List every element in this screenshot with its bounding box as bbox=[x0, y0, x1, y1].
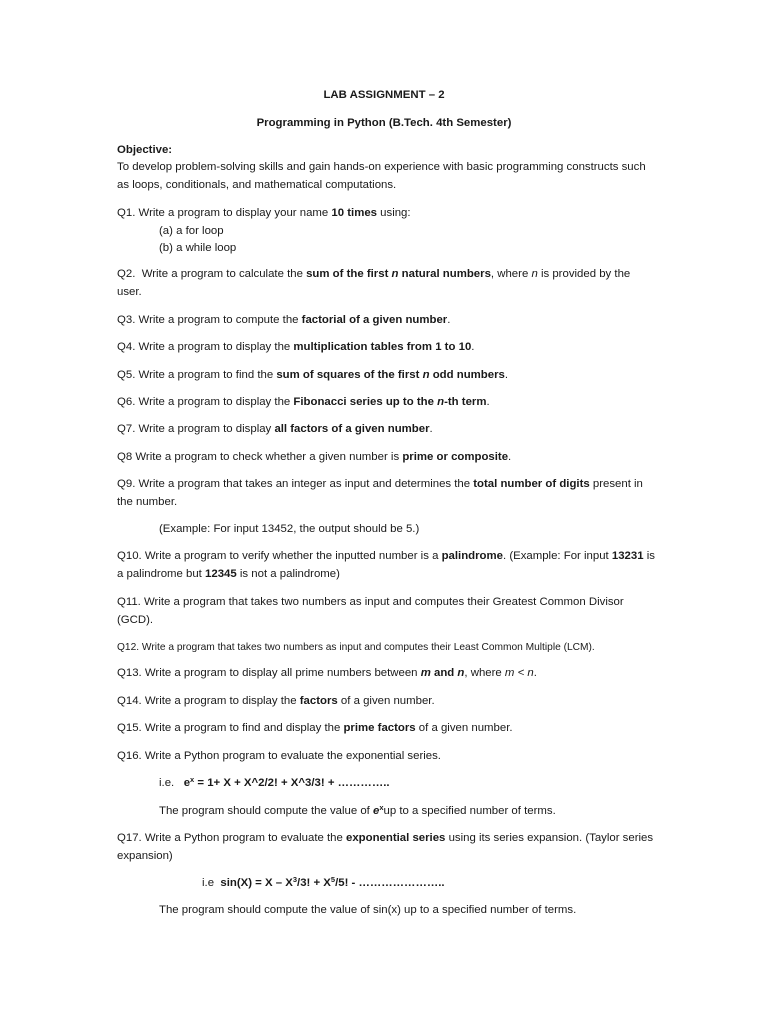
question-4: Q4. Write a program to display the multiplication tables from 1 to 10. bbox=[117, 341, 475, 353]
q17-description: The program should compute the value of sin(x) up to a specified number of terms. bbox=[159, 904, 577, 916]
q16-description: The program should compute the value of $e^xup$ to a specified number of terms. bbox=[159, 803, 556, 817]
q1-option-a: (a) a for loop bbox=[159, 224, 224, 237]
question-1: Q1. Write a program to display your name 10 times using: (a) a for loop (b) a while loop bbox=[117, 205, 657, 258]
question-8: Q8 Write a program to check whether a given number is prime or composite. bbox=[117, 451, 512, 463]
question-13: Q13. Write a program to display all prime numbers between m and n, where m < n. bbox=[117, 667, 537, 679]
question-6: Q6. Write a program to display the Fibonacci series up to the n-th term. bbox=[117, 396, 490, 408]
question-14: Q14. Write a program to display the factors of a given number. bbox=[117, 695, 435, 707]
question-5: Q5. Write a program to find the sum of squares of the first n odd numbers. bbox=[117, 369, 509, 381]
q16-formula: i.e. $e^x = 1+ X$ + X^2/2! + X^3/3! + ………….. bbox=[159, 775, 390, 789]
question-9: Q9. Write a program that takes an integer as input and determines the total number of digits present in the number. bbox=[117, 478, 647, 508]
objective-heading: Objective: bbox=[117, 144, 173, 156]
question-7: Q7. Write a program to display all factors of a given number. bbox=[117, 423, 433, 435]
question-15: Q15. Write a program to find and display the prime factors of a given number. bbox=[117, 722, 513, 734]
question-12: Q12. Write a program that takes two numbers as input and computes their Least Common Multiple (LCM). bbox=[117, 642, 595, 653]
question-17: Q17. Write a Python program to evaluate the exponential series using its series expansion. (Taylor series expansion) bbox=[117, 832, 657, 862]
question-2: Q2. Write a program to calculate the sum of the first n natural numbers, where n is provided by the user. bbox=[117, 268, 634, 298]
assignment-title: LAB ASSIGNMENT – 2 bbox=[323, 89, 445, 101]
course-subtitle: Programming in Python (B.Tech. 4th Semester) bbox=[256, 117, 512, 129]
question-16: Q16. Write a Python program to evaluate the exponential series. bbox=[117, 750, 441, 762]
q17-formula: i.e $\sin(X) = X - X^3/3$! + $X^5/5$! - ………………….. bbox=[202, 875, 445, 889]
q1-option-b: (b) a while loop bbox=[159, 242, 237, 255]
q9-example: (Example: For input 13452, the output should be 5.) bbox=[159, 523, 420, 535]
question-10: Q10. Write a program to verify whether the inputted number is a palindrome. (Example: For input 13231 is a palindrome but 12345 is not a palindrome) bbox=[117, 550, 659, 580]
question-3: Q3. Write a program to compute the factorial of a given number. bbox=[117, 314, 451, 326]
question-11: Q11. Write a program that takes two numbers as input and computes their Greatest Common Divisor (GCD). bbox=[117, 596, 624, 626]
objective-text: To develop problem-solving skills and gain hands-on experience with basic programming constructs such as loops, conditionals, and mathematical computations. bbox=[117, 161, 646, 191]
